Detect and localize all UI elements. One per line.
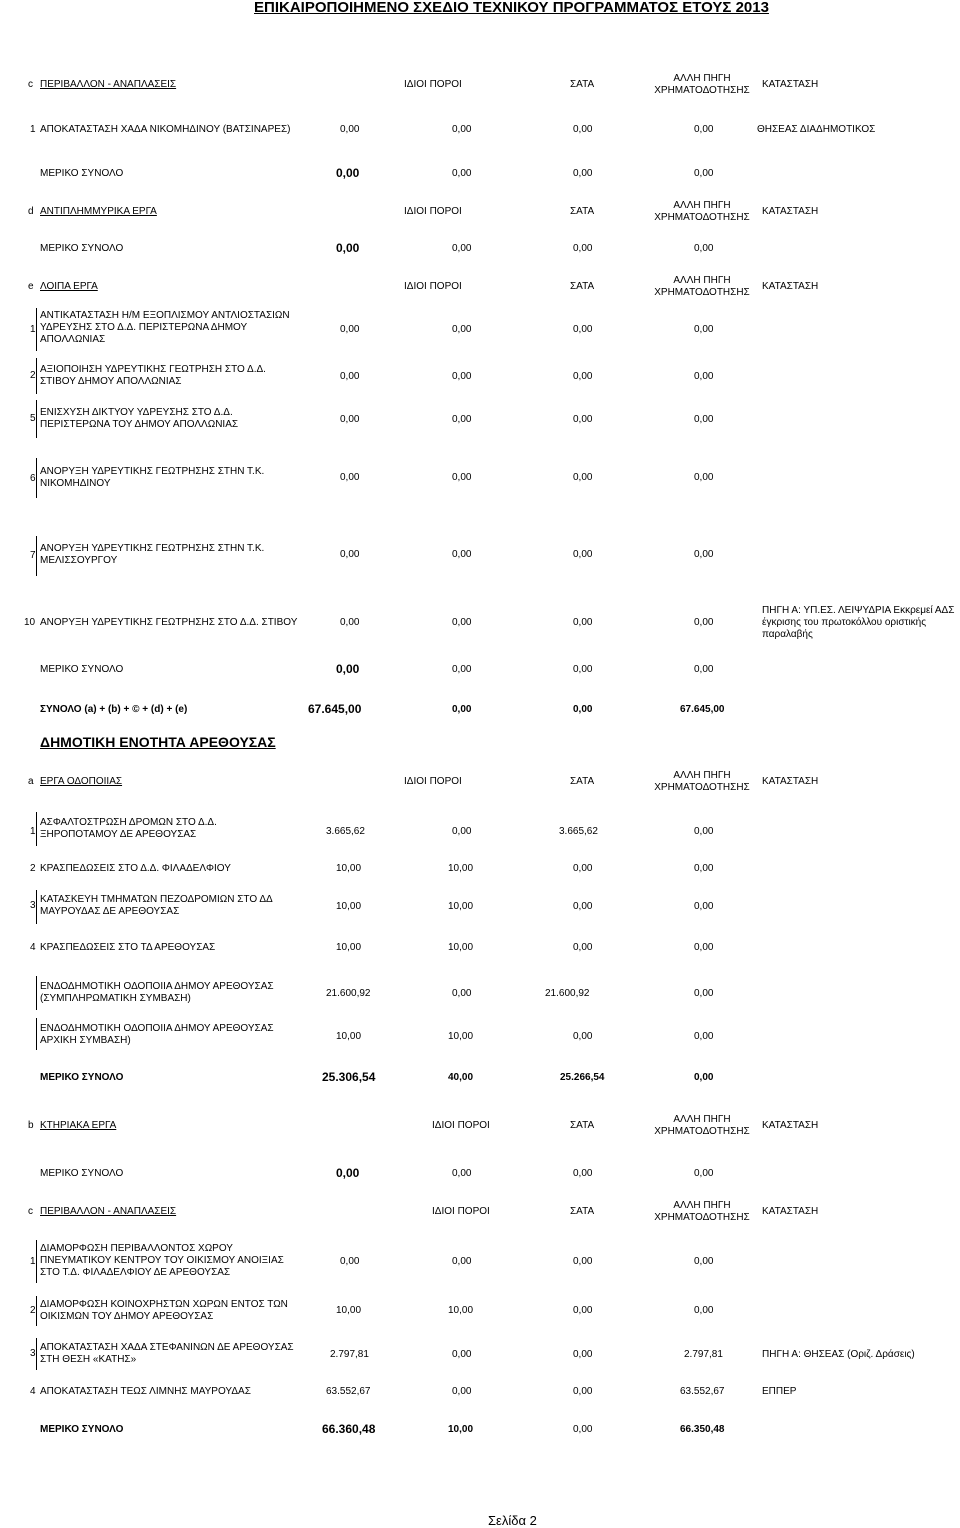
col-header-sata: ΣΑΤΑ bbox=[570, 79, 595, 90]
section-name: ΠΕΡΙΒΑΛΛΟΝ - ΑΝΑΠΛΑΣΕΙΣ bbox=[40, 79, 177, 90]
page-footer: Σελίδα 2 bbox=[488, 1513, 537, 1528]
unit-header: ΔΗΜΟΤΙΚΗ ΕΝΟΤΗΤΑ ΑΡΕΘΟΥΣΑΣ bbox=[40, 734, 276, 750]
section-letter: c bbox=[28, 79, 33, 90]
col-header-katastasi: ΚΑΤΑΣΤΑΣΗ bbox=[762, 79, 819, 90]
page-title: ΕΠΙΚΑΙΡΟΠΟΙΗΜΕΝΟ ΣΧΕΔΙΟ ΤΕΧΝΙΚΟΥ ΠΡΟΓΡΑΜΜΑΤΟΣ ΕΤΟΥΣ 2013 bbox=[254, 0, 769, 16]
col-header-idioi: ΙΔΙΟΙ ΠΟΡΟΙ bbox=[404, 79, 462, 90]
col-header-alli1: ΑΛΛΗ ΠΗΓΗ bbox=[673, 73, 731, 84]
col-header-alli2: ΧΡΗΜΑΤΟΔΟΤΗΣΗΣ bbox=[654, 85, 750, 96]
